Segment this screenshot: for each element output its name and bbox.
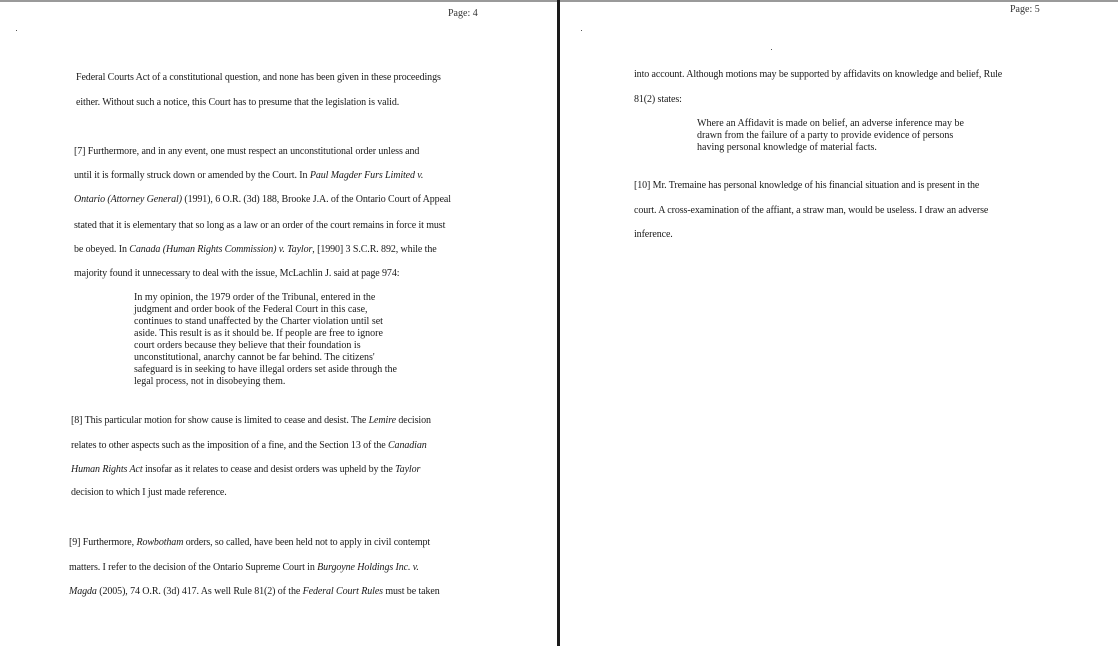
- quote-line: aside. This result is as it should be. If people are free to ignore: [134, 328, 383, 339]
- quote-line: continues to stand unaffected by the Charter violation until set: [134, 316, 383, 327]
- page-4[interactable]: [0, 2, 557, 646]
- paragraph-10-line: [10] Mr. Tremaine has personal knowledge of his financial situation and is present in the: [634, 180, 980, 191]
- scan-speck: [16, 30, 17, 31]
- paragraph-9-line: Magda (2005), 74 O.R. (3d) 417. As well Rule 81(2) of the Federal Court Rules must be taken: [69, 586, 440, 597]
- quote-line: Where an Affidavit is made on belief, an adverse inference may be: [697, 118, 964, 129]
- text-line: into account. Although motions may be supported by affidavits on knowledge and belief, Rule: [634, 69, 1003, 80]
- paragraph-8-line: relates to other aspects such as the imposition of a fine, and the Section 13 of the Canadian: [71, 440, 427, 451]
- block-quote-mclachlin: [134, 292, 397, 388]
- quote-line: judgment and order book of the Federal Court in this case,: [134, 304, 368, 315]
- quote-line: safeguard is in seeking to have illegal orders set aside through the: [134, 364, 397, 375]
- paragraph-7-line: [7] Furthermore, and in any event, one must respect an unconstitutional order unless and: [74, 146, 420, 157]
- paragraph-7-line: be obeyed. In Canada (Human Rights Commission) v. Taylor, [1990] 3 S.C.R. 892, while the: [74, 244, 437, 255]
- scan-speck: [581, 30, 582, 31]
- paragraph-9-line: matters. I refer to the decision of the Ontario Supreme Court in Burgoyne Holdings Inc. v.: [69, 562, 419, 573]
- paragraph-7-line: until it is formally struck down or amended by the Court. In Paul Magder Furs Limited v.: [74, 170, 424, 181]
- paragraph-9-line: [9] Furthermore, Rowbotham orders, so called, have been held not to apply in civil contempt: [69, 537, 431, 548]
- quote-line: unconstitutional, anarchy cannot be far behind. The citizens': [134, 352, 375, 363]
- scan-speck: [771, 49, 772, 50]
- page-number-label: Page: 5: [1010, 4, 1040, 15]
- paragraph-10-line: inference.: [634, 229, 673, 240]
- quote-line: In my opinion, the 1979 order of the Tribunal, entered in the: [134, 292, 376, 303]
- text-line: either. Without such a notice, this Court has to presume that the legislation is valid.: [76, 97, 400, 108]
- paragraph-8-line: [8] This particular motion for show cause is limited to cease and desist. The Lemire decision: [71, 415, 431, 426]
- text-line: 81(2) states:: [634, 94, 682, 105]
- quote-line: having personal knowledge of material facts.: [697, 142, 877, 153]
- paragraph-10-line: court. A cross-examination of the affiant, a straw man, would be useless. I draw an adverse: [634, 205, 989, 216]
- paragraph-7-line: Ontario (Attorney General) (1991), 6 O.R. (3d) 188, Brooke J.A. of the Ontario Court of Appeal: [74, 194, 451, 205]
- block-quote-rule-81: [697, 118, 964, 154]
- page-number-label: Page: 4: [448, 8, 478, 19]
- quote-line: legal process, not in disobeying them.: [134, 376, 286, 387]
- paragraph-7-line: majority found it unnecessary to deal with the issue, McLachlin J. said at page 974:: [74, 268, 400, 279]
- quote-line: drawn from the failure of a party to provide evidence of persons: [697, 130, 954, 141]
- page-5[interactable]: [560, 2, 1118, 646]
- paragraph-8-line: decision to which I just made reference.: [71, 487, 227, 498]
- text-line: Federal Courts Act of a constitutional question, and none has been given in these proceedings: [76, 72, 441, 83]
- paragraph-7-line: stated that it is elementary that so long as a law or an order of the court remains in force it must: [74, 220, 446, 231]
- paragraph-8-line: Human Rights Act insofar as it relates to cease and desist orders was upheld by the Taylor: [71, 464, 421, 475]
- quote-line: court orders because they believe that their foundation is: [134, 340, 361, 351]
